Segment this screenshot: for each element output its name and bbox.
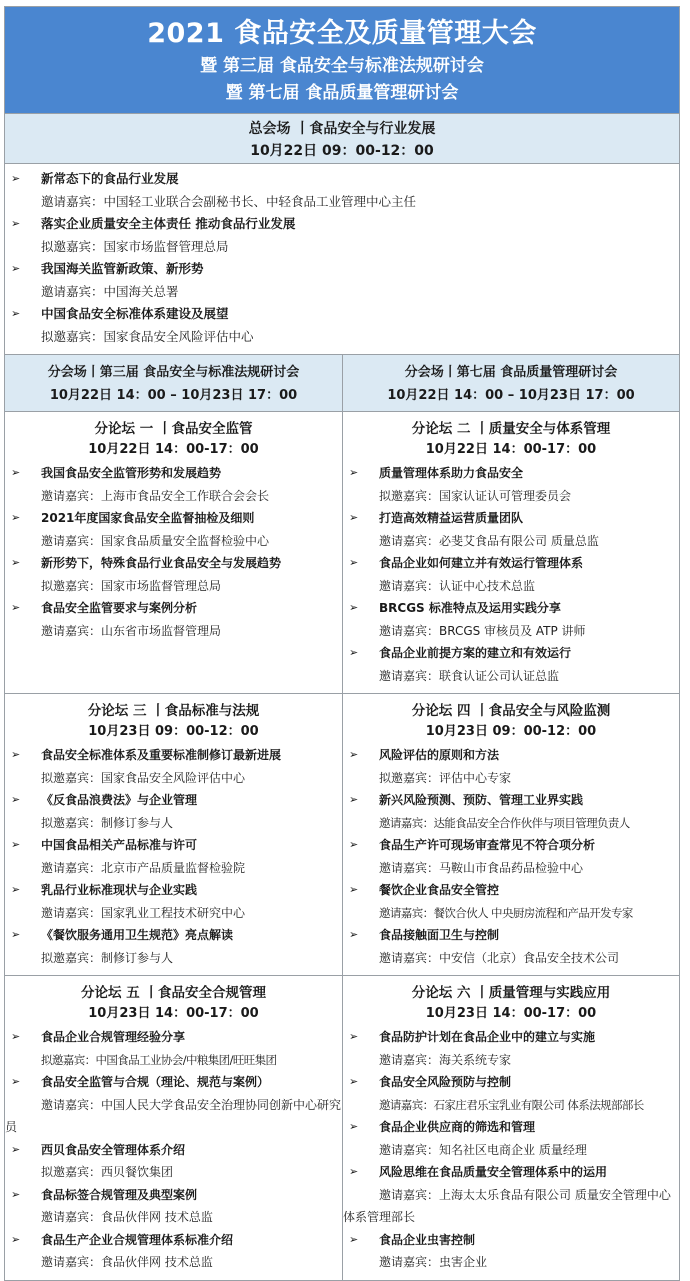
conference-title: 2021 食品安全及质量管理大会 <box>147 18 537 49</box>
guest-info: 邀请嘉宾：联食认证公司认证总监 <box>379 668 560 683</box>
agenda-table <box>4 6 680 1281</box>
list-item <box>5 1026 342 1071</box>
list-item <box>343 507 679 552</box>
forum-heading: 分论坛 五 丨食品安全合规管理 <box>81 985 266 1001</box>
guest-info: 邀请嘉宾：必斐艾食品有限公司 质量总监 <box>379 533 599 548</box>
conference-subtitle-2: 暨 第七届 食品质量管理研讨会 <box>225 83 459 103</box>
arrow-bullet-icon: ➢ <box>11 1075 21 1088</box>
topic-title: 中国食品相关产品标准与许可 <box>41 838 198 852</box>
topic-title: 食品安全监管要求与案例分析 <box>41 601 198 615</box>
topic-title: 食品接触面卫生与控制 <box>379 928 500 942</box>
forum-3 <box>5 694 342 975</box>
guest-info: 邀请嘉宾：知名社区电商企业 质量经理 <box>379 1142 587 1157</box>
topic-title: 食品企业供应商的筛选和管理 <box>379 1120 536 1134</box>
arrow-bullet-icon: ➢ <box>349 1120 359 1133</box>
list-item <box>5 303 679 348</box>
guest-info: 邀请嘉宾：食品伙伴网 技术总监 <box>41 1210 213 1224</box>
topic-title: 我国食品安全监管形势和发展趋势 <box>41 466 222 480</box>
guest-info: 拟邀嘉宾：制修订参与人 <box>41 815 174 830</box>
list-item <box>5 552 342 597</box>
list-item <box>5 1184 342 1229</box>
list-item <box>343 1161 679 1229</box>
arrow-bullet-icon: ➢ <box>349 1165 359 1178</box>
guest-info: 邀请嘉宾：餐饮合伙人 中央厨房流程和产品开发专家 <box>379 905 633 920</box>
arrow-bullet-icon: ➢ <box>349 883 359 896</box>
list-item <box>5 879 342 924</box>
forum-heading: 分论坛 四 丨食品安全与风险监测 <box>411 703 611 719</box>
list-item <box>5 258 679 303</box>
arrow-bullet-icon: ➢ <box>11 928 21 941</box>
list-item <box>343 789 679 834</box>
topic-title: 食品企业前提方案的建立和有效运行 <box>379 646 572 660</box>
arrow-bullet-icon: ➢ <box>11 466 21 479</box>
arrow-bullet-icon: ➢ <box>349 1075 359 1088</box>
topic-title: 食品安全监管与合规（理论、规范与案例） <box>41 1075 270 1089</box>
main-session-heading: 总会场 丨食品安全与行业发展 <box>248 121 436 137</box>
guest-info: 拟邀嘉宾：西贝餐饮集团 <box>41 1165 174 1179</box>
arrow-bullet-icon: ➢ <box>349 646 359 659</box>
arrow-bullet-icon: ➢ <box>11 793 21 806</box>
topic-title: 中国食品安全标准体系建设及展望 <box>41 306 229 321</box>
topic-title: 西贝食品安全管理体系介绍 <box>41 1142 186 1157</box>
guest-info: 邀请嘉宾：北京市产品质量监督检验院 <box>41 860 246 875</box>
guest-info: 邀请嘉宾：食品伙伴网 技术总监 <box>41 1255 213 1269</box>
arrow-bullet-icon: ➢ <box>11 1187 21 1201</box>
list-item <box>343 744 679 789</box>
sub-venue-header-row <box>5 354 679 411</box>
list-item <box>5 597 342 642</box>
list-item <box>5 789 342 834</box>
arrow-bullet-icon: ➢ <box>11 1232 21 1246</box>
forum-date: 10月23日 09：00-12：00 <box>425 724 597 739</box>
topic-title: 新形势下，特殊食品行业食品安全与发展趋势 <box>41 556 282 570</box>
list-item <box>343 642 679 687</box>
list-item <box>5 213 679 258</box>
guest-info: 邀请嘉宾：BRCGS 审核员及 ATP 讲师 <box>379 623 586 638</box>
topic-title: BRCGS 标准特点及运用实践分享 <box>379 601 561 615</box>
topic-title: 《反食品浪费法》与企业管理 <box>41 793 198 807</box>
list-item <box>5 1139 342 1184</box>
forum-row <box>5 975 679 1280</box>
topic-title: 新兴风险预测、预防、管理工业界实践 <box>379 793 584 807</box>
sub-venue-heading: 分会场丨第三届 食品安全与标准法规研讨会 <box>47 365 300 380</box>
arrow-bullet-icon: ➢ <box>11 838 21 851</box>
guest-info: 邀请嘉宾：中安信（北京）食品安全技术公司 <box>379 950 620 965</box>
banner <box>5 7 679 113</box>
forum-heading: 分论坛 一 丨食品安全监管 <box>94 421 253 437</box>
list-item <box>343 924 679 969</box>
arrow-bullet-icon: ➢ <box>349 748 359 761</box>
main-session-date: 10月22日 09：00-12：00 <box>250 143 434 159</box>
forum-date: 10月23日 14：00-17：00 <box>425 1006 597 1021</box>
guest-info: 邀请嘉宾：石家庄君乐宝乳业有限公司 体系法规部部长 <box>379 1097 644 1112</box>
arrow-bullet-icon: ➢ <box>349 1232 359 1246</box>
list-item <box>343 1071 679 1116</box>
topic-title: 2021年度国家食品安全监督抽检及细则 <box>41 511 255 525</box>
arrow-bullet-icon: ➢ <box>11 601 21 614</box>
guest-info: 邀请嘉宾：虫害企业 <box>379 1255 488 1269</box>
guest-info: 邀请嘉宾：中国人民大学食品安全治理协同创新中心研究员 <box>5 1097 342 1134</box>
sub-venue-date: 10月22日 14：00 – 10月23日 17：00 <box>387 388 635 403</box>
sub-venue-header-right <box>342 355 679 411</box>
list-item <box>343 552 679 597</box>
topic-title: 落实企业质量安全主体责任 推动食品行业发展 <box>41 216 296 231</box>
arrow-bullet-icon: ➢ <box>349 1030 359 1043</box>
arrow-bullet-icon: ➢ <box>349 793 359 806</box>
topic-title: 食品生产许可现场审查常见不符合项分析 <box>379 838 596 852</box>
guest-info: 拟邀嘉宾：国家食品安全风险评估中心 <box>41 329 254 344</box>
forum-date: 10月23日 14：00-17：00 <box>88 1006 259 1021</box>
forum-2 <box>342 412 679 693</box>
forum-row <box>5 411 679 693</box>
guest-info: 邀请嘉宾：上海市食品安全工作联合会会长 <box>41 488 270 503</box>
arrow-bullet-icon: ➢ <box>349 928 359 941</box>
conference-subtitle-1: 暨 第三届 食品安全与标准法规研讨会 <box>200 56 484 76</box>
forum-row <box>5 693 679 975</box>
arrow-bullet-icon: ➢ <box>11 883 21 896</box>
arrow-bullet-icon: ➢ <box>349 601 359 614</box>
topic-title: 乳品行业标准现状与企业实践 <box>41 883 198 897</box>
main-session-items <box>5 164 679 354</box>
guest-info: 邀请嘉宾：国家乳业工程技术研究中心 <box>41 905 246 920</box>
list-item <box>5 1229 342 1274</box>
list-item <box>343 597 679 642</box>
arrow-bullet-icon: ➢ <box>11 217 21 230</box>
list-item <box>343 1116 679 1161</box>
guest-info: 拟邀嘉宾：中国食品工业协会/中粮集团/旺旺集团 <box>41 1052 277 1067</box>
guest-info: 邀请嘉宾：上海太太乐食品有限公司 质量安全管理中心体系管理部长 <box>343 1187 671 1224</box>
topic-title: 食品安全风险预防与控制 <box>379 1075 512 1089</box>
arrow-bullet-icon: ➢ <box>11 262 21 275</box>
list-item <box>5 924 342 969</box>
topic-title: 《餐饮服务通用卫生规范》亮点解读 <box>41 928 234 942</box>
list-item <box>343 1229 679 1274</box>
guest-info: 邀请嘉宾：马鞍山市食品药品检验中心 <box>379 860 584 875</box>
list-item <box>5 834 342 879</box>
forum-6 <box>342 976 679 1280</box>
topic-title: 风险评估的原则和方法 <box>379 748 500 762</box>
arrow-bullet-icon: ➢ <box>11 511 21 524</box>
list-item <box>5 744 342 789</box>
topic-title: 食品标签合规管理及典型案例 <box>41 1187 198 1202</box>
topic-title: 打造高效精益运营质量团队 <box>379 511 524 525</box>
guest-info: 邀请嘉宾：山东省市场监督管理局 <box>41 623 222 638</box>
arrow-bullet-icon: ➢ <box>11 172 21 185</box>
topic-title: 食品企业虫害控制 <box>379 1232 476 1247</box>
guest-info: 邀请嘉宾：海关系统专家 <box>379 1052 512 1067</box>
forum-5 <box>5 976 342 1280</box>
list-item <box>343 834 679 879</box>
topic-title: 餐饮企业食品安全管控 <box>379 883 500 897</box>
list-item <box>5 462 342 507</box>
guest-info: 拟邀嘉宾：国家认证认可管理委员会 <box>379 488 572 503</box>
arrow-bullet-icon: ➢ <box>349 466 359 479</box>
topic-title: 食品生产企业合规管理体系标准介绍 <box>41 1232 234 1247</box>
guest-info: 拟邀嘉宾：评估中心专家 <box>379 770 512 785</box>
list-item <box>343 462 679 507</box>
arrow-bullet-icon: ➢ <box>349 511 359 524</box>
guest-info: 拟邀嘉宾：国家市场监督管理总局 <box>41 239 229 254</box>
main-session-header <box>5 113 679 164</box>
topic-title: 食品企业合规管理经验分享 <box>41 1030 186 1044</box>
arrow-bullet-icon: ➢ <box>11 307 21 320</box>
arrow-bullet-icon: ➢ <box>349 838 359 851</box>
guest-info: 邀请嘉宾：国家食品质量安全监督检验中心 <box>41 533 270 548</box>
topic-title: 质量管理体系助力食品安全 <box>379 466 524 480</box>
list-item <box>5 168 679 213</box>
arrow-bullet-icon: ➢ <box>11 1142 21 1156</box>
topic-title: 食品防护计划在食品企业中的建立与实施 <box>379 1030 596 1044</box>
forum-4 <box>342 694 679 975</box>
guest-info: 拟邀嘉宾：制修订参与人 <box>41 950 174 965</box>
topic-title: 食品企业如何建立并有效运行管理体系 <box>379 556 584 570</box>
list-item <box>5 1071 342 1139</box>
forum-heading: 分论坛 二 丨质量安全与体系管理 <box>411 421 611 437</box>
guest-info: 邀请嘉宾：中国海关总署 <box>41 284 179 299</box>
forum-date: 10月22日 14：00-17：00 <box>88 442 259 457</box>
guest-info: 邀请嘉宾：认证中心技术总监 <box>379 578 536 593</box>
topic-title: 食品安全标准体系及重要标准制修订最新进展 <box>41 748 282 762</box>
topic-title: 新常态下的食品行业发展 <box>41 171 179 186</box>
forum-heading: 分论坛 三 丨食品标准与法规 <box>87 703 260 719</box>
list-item <box>343 879 679 924</box>
arrow-bullet-icon: ➢ <box>11 1030 21 1043</box>
arrow-bullet-icon: ➢ <box>11 748 21 761</box>
arrow-bullet-icon: ➢ <box>349 556 359 569</box>
guest-info: 邀请嘉宾：达能食品安全合作伙伴与项目管理负责人 <box>379 815 630 830</box>
topic-title: 我国海关监管新政策、新形势 <box>41 261 204 276</box>
sub-venue-heading: 分会场丨第七届 食品质量管理研讨会 <box>404 365 618 380</box>
list-item <box>5 507 342 552</box>
list-item <box>343 1026 679 1071</box>
sub-venue-date: 10月22日 14：00 – 10月23日 17：00 <box>49 388 298 403</box>
topic-title: 风险思维在食品质量安全管理体系中的运用 <box>379 1165 608 1179</box>
guest-info: 拟邀嘉宾：国家食品安全风险评估中心 <box>41 770 246 785</box>
forum-date: 10月22日 14：00-17：00 <box>425 442 597 457</box>
forum-1 <box>5 412 342 693</box>
forum-date: 10月23日 09：00-12：00 <box>88 724 259 739</box>
forum-heading: 分论坛 六 丨质量管理与实践应用 <box>411 985 611 1001</box>
guest-info: 邀请嘉宾：中国轻工业联合会副秘书长、中轻食品工业管理中心主任 <box>41 194 417 209</box>
guest-info: 拟邀嘉宾：国家市场监督管理总局 <box>41 578 222 593</box>
sub-venue-header-left <box>5 355 342 411</box>
arrow-bullet-icon: ➢ <box>11 556 21 569</box>
